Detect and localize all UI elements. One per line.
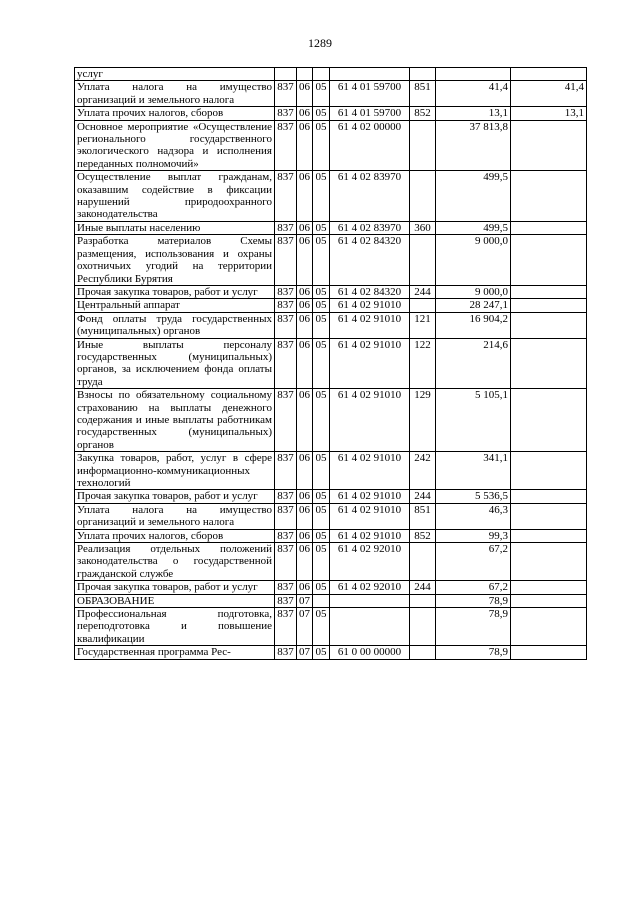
row-name-cell: Уплата прочих налогов, сборов — [75, 529, 275, 542]
row-admin-code-cell: 837 — [275, 312, 297, 338]
row-expense-type-cell: 244 — [410, 581, 436, 594]
row-amount-cell: 9 000,0 — [436, 285, 511, 298]
row-section-cell: 06 — [297, 389, 313, 452]
table-row — [75, 608, 587, 646]
budget-table — [74, 67, 587, 660]
row-section-cell: 06 — [297, 235, 313, 286]
row-amount-subvention-cell — [511, 312, 587, 338]
row-target-article-cell — [330, 68, 410, 81]
row-name-cell: Уплата налога на имущество организаций и земельного налога — [75, 81, 275, 107]
row-amount-cell: 5 105,1 — [436, 389, 511, 452]
row-amount-cell: 78,9 — [436, 608, 511, 646]
row-expense-type-cell — [410, 235, 436, 286]
row-admin-code-cell: 837 — [275, 107, 297, 120]
row-target-article-cell: 61 4 02 84320 — [330, 235, 410, 286]
row-section-cell: 06 — [297, 171, 313, 222]
row-expense-type-cell: 851 — [410, 503, 436, 529]
row-amount-cell: 41,4 — [436, 81, 511, 107]
row-amount-subvention-cell — [511, 594, 587, 607]
row-name-cell: Фонд оплаты труда государственных (муниципальных) органов — [75, 312, 275, 338]
row-amount-subvention-cell — [511, 490, 587, 503]
row-target-article-cell: 61 4 02 83970 — [330, 171, 410, 222]
row-target-article-cell: 61 4 02 91010 — [330, 452, 410, 490]
row-amount-cell: 67,2 — [436, 581, 511, 594]
row-name-cell: Иные выплаты населению — [75, 221, 275, 234]
row-admin-code-cell: 837 — [275, 235, 297, 286]
row-name-cell: Уплата налога на имущество организаций и земельного налога — [75, 503, 275, 529]
row-target-article-cell: 61 4 02 91010 — [330, 312, 410, 338]
table-row — [75, 68, 587, 81]
row-admin-code-cell — [275, 68, 297, 81]
row-expense-type-cell — [410, 646, 436, 659]
row-subsection-cell: 05 — [313, 529, 330, 542]
row-admin-code-cell: 837 — [275, 221, 297, 234]
row-name-cell: Основное мероприятие «Осуществление регионального государственного экологического надзора и исполнения переданных полномочий» — [75, 120, 275, 171]
row-amount-subvention-cell — [511, 171, 587, 222]
row-admin-code-cell: 837 — [275, 490, 297, 503]
row-subsection-cell: 05 — [313, 120, 330, 171]
table-row — [75, 543, 587, 581]
row-admin-code-cell: 837 — [275, 338, 297, 389]
row-amount-cell: 5 536,5 — [436, 490, 511, 503]
row-target-article-cell: 61 4 02 91010 — [330, 338, 410, 389]
row-name-cell: Профессиональная подготовка, переподготовка и повышение квалификации — [75, 608, 275, 646]
row-amount-subvention-cell — [511, 338, 587, 389]
row-amount-cell: 46,3 — [436, 503, 511, 529]
table-row — [75, 529, 587, 542]
row-subsection-cell: 05 — [313, 543, 330, 581]
row-name-cell: Центральный аппарат — [75, 299, 275, 312]
table-row — [75, 171, 587, 222]
row-amount-subvention-cell — [511, 68, 587, 81]
row-amount-cell: 67,2 — [436, 543, 511, 581]
row-section-cell: 06 — [297, 81, 313, 107]
row-amount-subvention-cell — [511, 503, 587, 529]
row-amount-subvention-cell — [511, 581, 587, 594]
row-amount-cell: 16 904,2 — [436, 312, 511, 338]
row-subsection-cell: 05 — [313, 490, 330, 503]
row-admin-code-cell: 837 — [275, 581, 297, 594]
row-subsection-cell: 05 — [313, 452, 330, 490]
row-expense-type-cell: 122 — [410, 338, 436, 389]
row-subsection-cell: 05 — [313, 581, 330, 594]
row-section-cell: 06 — [297, 312, 313, 338]
row-subsection-cell — [313, 68, 330, 81]
row-expense-type-cell — [410, 608, 436, 646]
row-admin-code-cell: 837 — [275, 594, 297, 607]
row-section-cell — [297, 68, 313, 81]
row-target-article-cell: 61 4 02 92010 — [330, 581, 410, 594]
row-amount-subvention-cell — [511, 543, 587, 581]
row-section-cell: 06 — [297, 543, 313, 581]
row-amount-cell: 341,1 — [436, 452, 511, 490]
row-amount-subvention-cell — [511, 120, 587, 171]
row-name-cell: Государственная программа Рес- — [75, 646, 275, 659]
row-subsection-cell: 05 — [313, 81, 330, 107]
table-row — [75, 221, 587, 234]
row-admin-code-cell: 837 — [275, 503, 297, 529]
row-section-cell: 06 — [297, 107, 313, 120]
row-section-cell: 07 — [297, 594, 313, 607]
row-admin-code-cell: 837 — [275, 285, 297, 298]
table-row — [75, 503, 587, 529]
row-expense-type-cell: 852 — [410, 529, 436, 542]
row-amount-cell: 13,1 — [436, 107, 511, 120]
row-name-cell: Уплата прочих налогов, сборов — [75, 107, 275, 120]
table-row — [75, 581, 587, 594]
row-amount-cell: 78,9 — [436, 594, 511, 607]
row-section-cell: 06 — [297, 299, 313, 312]
row-amount-cell: 37 813,8 — [436, 120, 511, 171]
row-name-cell: Разработка материалов Схемы размещения, использования и охраны охотничьих угодий на территории Республики Бурятия — [75, 235, 275, 286]
row-section-cell: 06 — [297, 529, 313, 542]
row-amount-cell — [436, 68, 511, 81]
row-name-cell: услуг — [75, 68, 275, 81]
row-expense-type-cell: 851 — [410, 81, 436, 107]
row-target-article-cell: 61 4 02 91010 — [330, 529, 410, 542]
row-target-article-cell: 61 4 02 84320 — [330, 285, 410, 298]
row-section-cell: 06 — [297, 120, 313, 171]
row-expense-type-cell — [410, 68, 436, 81]
row-target-article-cell: 61 4 02 83970 — [330, 221, 410, 234]
row-target-article-cell: 61 4 02 92010 — [330, 543, 410, 581]
row-amount-cell: 499,5 — [436, 171, 511, 222]
row-expense-type-cell — [410, 120, 436, 171]
row-name-cell: Прочая закупка товаров, работ и услуг — [75, 581, 275, 594]
row-amount-subvention-cell — [511, 221, 587, 234]
row-target-article-cell: 61 4 01 59700 — [330, 107, 410, 120]
row-admin-code-cell: 837 — [275, 646, 297, 659]
row-target-article-cell: 61 4 02 00000 — [330, 120, 410, 171]
table-row — [75, 312, 587, 338]
row-name-cell: ОБРАЗОВАНИЕ — [75, 594, 275, 607]
row-subsection-cell: 05 — [313, 221, 330, 234]
row-expense-type-cell: 244 — [410, 490, 436, 503]
row-admin-code-cell: 837 — [275, 81, 297, 107]
table-row — [75, 338, 587, 389]
row-amount-subvention-cell: 13,1 — [511, 107, 587, 120]
row-section-cell: 06 — [297, 503, 313, 529]
row-subsection-cell: 05 — [313, 107, 330, 120]
row-amount-cell: 214,6 — [436, 338, 511, 389]
row-amount-subvention-cell — [511, 389, 587, 452]
row-expense-type-cell: 360 — [410, 221, 436, 234]
row-amount-cell: 78,9 — [436, 646, 511, 659]
row-subsection-cell: 05 — [313, 389, 330, 452]
row-name-cell: Иные выплаты персоналу государственных (муниципальных) органов, за исключением фонда оплаты труда — [75, 338, 275, 389]
row-subsection-cell: 05 — [313, 608, 330, 646]
row-target-article-cell: 61 4 02 91010 — [330, 490, 410, 503]
row-target-article-cell: 61 4 01 59700 — [330, 81, 410, 107]
row-amount-subvention-cell — [511, 299, 587, 312]
row-target-article-cell: 61 4 02 91010 — [330, 503, 410, 529]
row-name-cell: Осуществление выплат гражданам, оказавшим содействие в фиксации нарушений природоохранного законодательства — [75, 171, 275, 222]
row-amount-subvention-cell: 41,4 — [511, 81, 587, 107]
row-name-cell: Закупка товаров, работ, услуг в сфере информационно-коммуникационных технологий — [75, 452, 275, 490]
row-admin-code-cell: 837 — [275, 452, 297, 490]
row-admin-code-cell: 837 — [275, 120, 297, 171]
row-subsection-cell: 05 — [313, 312, 330, 338]
table-row — [75, 646, 587, 659]
row-expense-type-cell: 852 — [410, 107, 436, 120]
row-amount-cell: 9 000,0 — [436, 235, 511, 286]
row-target-article-cell: 61 4 02 91010 — [330, 389, 410, 452]
table-body — [75, 68, 587, 660]
row-amount-subvention-cell — [511, 646, 587, 659]
table-row — [75, 299, 587, 312]
row-name-cell: Взносы по обязательному социальному страхованию на выплаты денежного содержания и иные выплаты работникам государственных (муниципальных) органов — [75, 389, 275, 452]
row-expense-type-cell — [410, 299, 436, 312]
row-amount-subvention-cell — [511, 529, 587, 542]
row-amount-cell: 28 247,1 — [436, 299, 511, 312]
row-admin-code-cell: 837 — [275, 389, 297, 452]
row-target-article-cell — [330, 594, 410, 607]
row-section-cell: 07 — [297, 608, 313, 646]
row-amount-subvention-cell — [511, 285, 587, 298]
row-target-article-cell — [330, 608, 410, 646]
row-amount-subvention-cell — [511, 452, 587, 490]
row-subsection-cell: 05 — [313, 171, 330, 222]
table-row — [75, 235, 587, 286]
row-amount-subvention-cell — [511, 608, 587, 646]
row-expense-type-cell — [410, 543, 436, 581]
row-admin-code-cell: 837 — [275, 529, 297, 542]
row-subsection-cell: 05 — [313, 235, 330, 286]
row-section-cell: 06 — [297, 338, 313, 389]
row-subsection-cell: 05 — [313, 646, 330, 659]
row-amount-cell: 99,3 — [436, 529, 511, 542]
table-row — [75, 81, 587, 107]
row-subsection-cell — [313, 594, 330, 607]
row-section-cell: 06 — [297, 221, 313, 234]
row-target-article-cell: 61 4 02 91010 — [330, 299, 410, 312]
row-name-cell: Прочая закупка товаров, работ и услуг — [75, 490, 275, 503]
row-subsection-cell: 05 — [313, 338, 330, 389]
row-admin-code-cell: 837 — [275, 171, 297, 222]
table-row — [75, 490, 587, 503]
row-expense-type-cell: 129 — [410, 389, 436, 452]
row-expense-type-cell — [410, 171, 436, 222]
table-row — [75, 107, 587, 120]
row-amount-subvention-cell — [511, 235, 587, 286]
row-expense-type-cell: 121 — [410, 312, 436, 338]
row-admin-code-cell: 837 — [275, 608, 297, 646]
row-name-cell: Реализация отдельных положений законодательства о государственной гражданской службе — [75, 543, 275, 581]
row-section-cell: 06 — [297, 581, 313, 594]
row-subsection-cell: 05 — [313, 285, 330, 298]
row-subsection-cell: 05 — [313, 299, 330, 312]
table-row — [75, 120, 587, 171]
row-expense-type-cell — [410, 594, 436, 607]
row-section-cell: 07 — [297, 646, 313, 659]
row-expense-type-cell: 242 — [410, 452, 436, 490]
table-row — [75, 594, 587, 607]
row-name-cell: Прочая закупка товаров, работ и услуг — [75, 285, 275, 298]
table-row — [75, 452, 587, 490]
row-amount-cell: 499,5 — [436, 221, 511, 234]
row-section-cell: 06 — [297, 490, 313, 503]
row-subsection-cell: 05 — [313, 503, 330, 529]
page-number: 1289 — [308, 36, 332, 50]
table-row — [75, 285, 587, 298]
table-row — [75, 389, 587, 452]
row-admin-code-cell: 837 — [275, 299, 297, 312]
row-section-cell: 06 — [297, 452, 313, 490]
row-admin-code-cell: 837 — [275, 543, 297, 581]
row-expense-type-cell: 244 — [410, 285, 436, 298]
row-section-cell: 06 — [297, 285, 313, 298]
row-target-article-cell: 61 0 00 00000 — [330, 646, 410, 659]
